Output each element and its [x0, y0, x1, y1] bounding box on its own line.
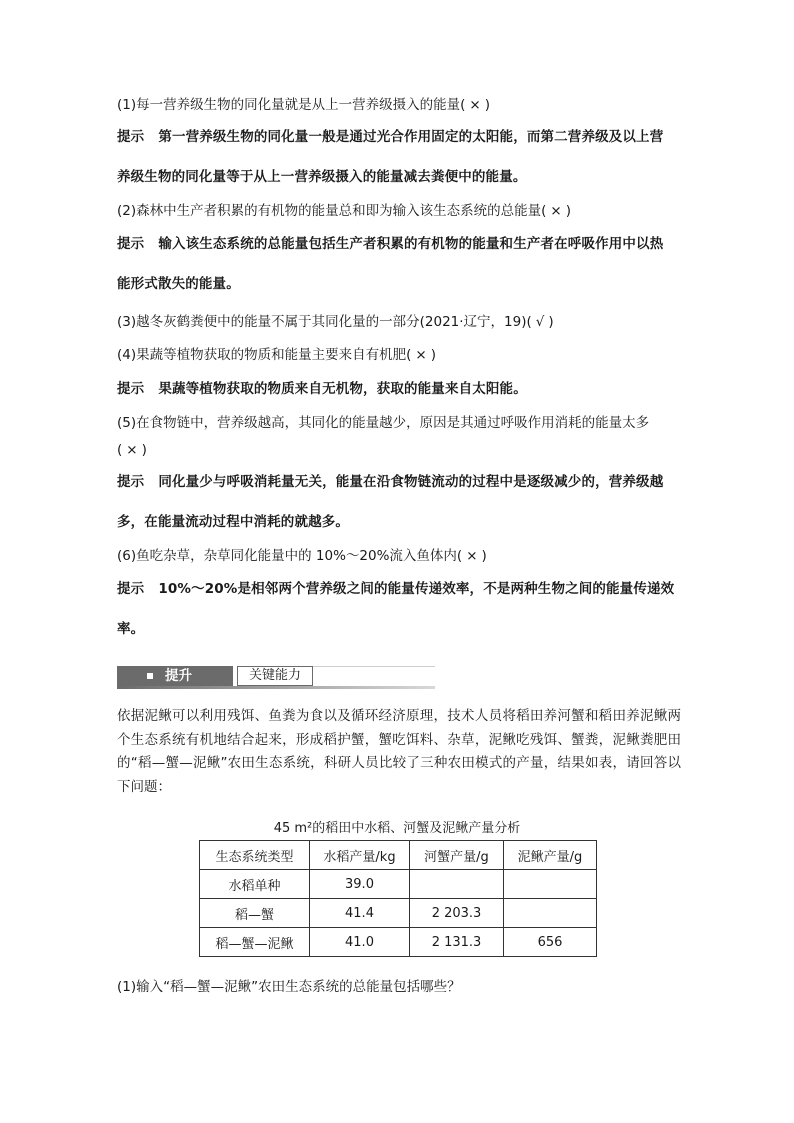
table-cell — [504, 870, 597, 899]
table-cell: 39.0 — [310, 870, 410, 899]
table-cell — [410, 870, 504, 899]
judgement-mark: × — [126, 442, 138, 458]
square-icon — [147, 673, 153, 679]
table-row — [200, 928, 597, 957]
question-1: (1)输入“稻—蟹—泥鳅”农田生态系统的总能量包括哪些？ — [117, 979, 461, 995]
hint-5-cont: 多，在能量流动过程中消耗的就越多。 — [117, 514, 350, 530]
table-row — [200, 870, 597, 899]
statement-5: (5)在食物链中，营养级越高，其同化的能量越少，原因是其通过呼吸作用消耗的能量太多 — [117, 415, 650, 431]
table-caption: 45 m²的稻田中水稻、河蟹及泥鳅产量分析 — [273, 821, 521, 836]
hint-2-cont: 能形式散失的能量。 — [117, 276, 240, 292]
header-cell: 河蟹产量/g — [410, 841, 504, 870]
judgement-mark: × — [466, 548, 478, 564]
hint-1: 提示 第一营养级生物的同化量一般是通过光合作用固定的太阳能，而第二营养级及以上营 — [117, 129, 664, 145]
table-cell: 稻—蟹—泥鳅 — [200, 928, 310, 957]
table-cell: 稻—蟹 — [200, 899, 310, 928]
hint-label: 提示 — [117, 474, 145, 490]
statement-4: (4)果蔬等植物获取的物质和能量主要来自有机肥( × ) — [117, 347, 436, 363]
judgement-mark: × — [469, 97, 481, 113]
hint-5: 提示 同化量少与呼吸消耗量无关，能量在沿食物链流动的过程中是逐级减少的，营养级越 — [117, 474, 664, 490]
statement-6: (6)鱼吃杂草，杂草同化能量中的 10%～20%流入鱼体内( × ) — [117, 548, 487, 564]
hint-label: 提示 — [117, 381, 145, 397]
hint-label: 提示 — [117, 129, 145, 145]
header-cell: 水稻产量/kg — [310, 841, 410, 870]
table-cell: 2 131.3 — [410, 928, 504, 957]
statement-1: (1)每一营养级生物的同化量就是从上一营养级摄入的能量( × ) — [117, 97, 490, 113]
hint-label: 提示 — [117, 581, 145, 597]
table-cell: 2 203.3 — [410, 899, 504, 928]
hint-6-cont: 率。 — [117, 621, 145, 637]
hint-4: 提示 果蔬等植物获取的物质来自无机物，获取的能量来自太阳能。 — [117, 381, 527, 397]
table-row — [200, 899, 597, 928]
statement-2: (2)森林中生产者积累的有机物的能量总和即为输入该生态系统的总能量( × ) — [117, 203, 571, 219]
statement-5-cont: ( × ) — [117, 442, 147, 458]
section-title: 提升 — [165, 668, 192, 684]
table-cell: 656 — [504, 928, 597, 957]
judgement-mark: √ — [535, 314, 545, 330]
table-cell: 水稻单种 — [200, 870, 310, 899]
header-cell: 泥鳅产量/g — [504, 841, 597, 870]
hint-label: 提示 — [117, 236, 145, 252]
header-cell: 生态系统类型 — [200, 841, 310, 870]
table-cell — [504, 899, 597, 928]
judgement-mark: × — [550, 203, 562, 219]
table-header-row — [200, 841, 597, 870]
intro-paragraph: 依据泥鳅可以利用残饵、鱼粪为食以及循环经济原理，技术人员将稻田养河蟹和稻田养泥鳅两个生态系统有机地结合起来，形成稻护蟹，蟹吃饵料、杂草，泥鳅吃残饵、蟹粪，泥鳅粪肥田的“稻—蟹—泥鳅”农田生态系统，科研人员比较了三种农田模式的产量，结果如表，请回答以下问题： — [117, 708, 681, 795]
judgement-mark: × — [415, 347, 427, 363]
section-header — [117, 664, 435, 688]
hint-6: 提示 10%～20%是相邻两个营养级之间的能量传递效率，不是两种生物之间的能量传递效 — [117, 581, 675, 597]
statement-3: (3)越冬灰鹤粪便中的能量不属于其同化量的一部分(2021·辽宁，19)( √ ) — [117, 314, 554, 330]
table-cell: 41.4 — [310, 899, 410, 928]
hint-1-cont: 养级生物的同化量等于从上一营养级摄入的能量减去粪便中的能量。 — [117, 169, 527, 185]
yield-table — [199, 840, 597, 957]
table-cell: 41.0 — [310, 928, 410, 957]
hint-2: 提示 输入该生态系统的总能量包括生产者积累的有机物的能量和生产者在呼吸作用中以热 — [117, 236, 664, 252]
section-subtitle: 关键能力 — [237, 666, 313, 686]
